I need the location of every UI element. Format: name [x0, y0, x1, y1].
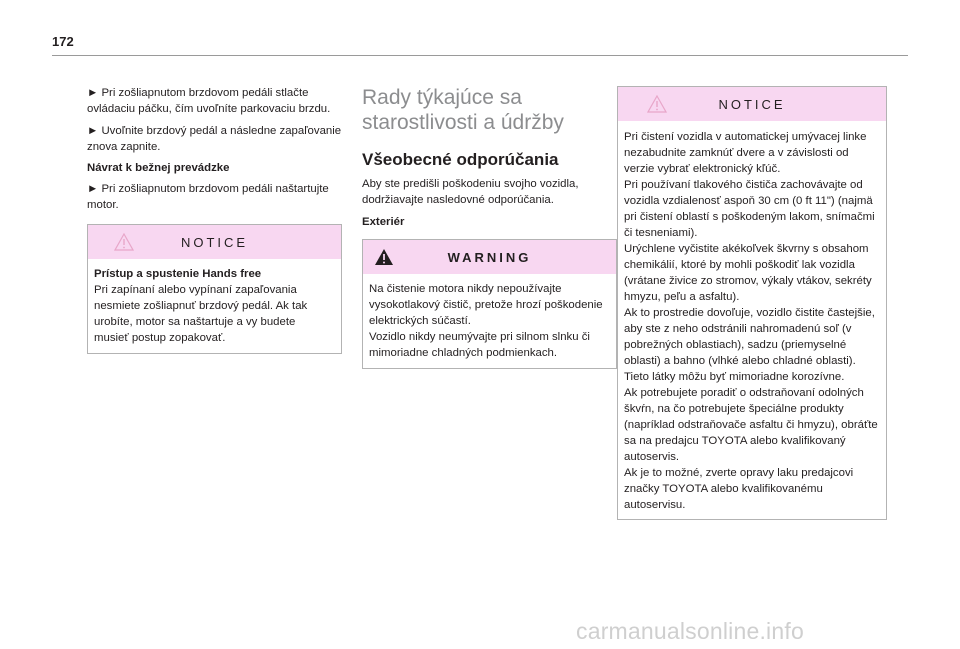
- heading-general-recommendations: Všeobecné odporúčania: [362, 150, 559, 169]
- warning-icon: [374, 248, 394, 266]
- column-3: [617, 86, 887, 520]
- notice-title: Prístup a spustenie Hands free: [94, 268, 262, 280]
- notice-text-stains: Urýchlene vyčistite akékoľvek škvrny s obsahom chemikálií, ktoré by mohli poškodiť lak vozidla (vrátane živice zo stromov, výkaly vtákov, sekréty hmyzu, peľu a asfaltu).: [624, 243, 872, 303]
- warning-text-engine: Na čistenie motora nikdy nepoužívajte vysokotlakový čistič, pretože hrozí poškodenie elektrických súčastí.: [369, 283, 603, 327]
- notice-caution-icon: [114, 233, 134, 251]
- notice-text-paint-repair: Ak je to možné, zverte opravy laku predajcovi značky TOYOTA alebo kvalifikovanému autoservisu.: [624, 467, 854, 511]
- column-2: [362, 85, 617, 369]
- notice-label: NOTICE: [180, 234, 249, 250]
- notice-text: Pri zapínaní alebo vypínaní zapaľovania nesmiete zošliapnuť brzdový pedál. Ak tak urobíte, motor sa naštartuje a vy budete musieť postup zopakovať.: [94, 284, 308, 344]
- notice-text-car-wash: Pri čistení vozidla v automatickej umývacej linke nezabudnite zamknúť dvere a v závislosti od verzie vybrať elektronický kľúč.: [624, 131, 867, 175]
- warning-body: [363, 274, 616, 368]
- instruction-release-pedal: ► Uvoľnite brzdový pedál a následne zapaľovanie znova zapnite.: [87, 125, 342, 153]
- notice-text-stubborn-stains: Ak potrebujete poradiť o odstraňovaní odolných škvŕn, na čo potrebujete špeciálne produkty (napríklad odstraňovače asfaltu či hmyzu), obráťte sa na predajcu TOYOTA alebo kvalifikovaný autoservis.: [624, 387, 878, 463]
- warning-text-sun: Vozidlo nikdy neumývajte pri silnom slnku či mimoriadne chladných podmienkach.: [369, 331, 590, 359]
- notice-box-hands-free: [87, 224, 342, 354]
- notice-label: NOTICE: [718, 96, 786, 112]
- watermark: carmanualsonline.info: [576, 618, 804, 644]
- heading-return-normal: Návrat k bežnej prevádzke: [87, 162, 230, 174]
- subheading-exterior: Exteriér: [362, 216, 405, 228]
- instruction-release-brake: ► Pri zošliapnutom brzdovom pedáli stlačte ovládaciu páčku, čím uvoľníte parkovaciu brzdu.: [87, 87, 331, 115]
- notice-header: [88, 225, 341, 259]
- notice-body: [618, 121, 886, 519]
- notice-caution-icon: [647, 95, 667, 113]
- notice-text-salt: Ak to prostredie dovoľuje, vozidlo čistite častejšie, aby ste z neho odstránili nahromadenú soľ (v pobrežných oblastiach), sadzu (priemyselné oblasti) a bahno (vlhké alebo chladné oblasti). Tieto látky môžu byť mimoriadne korozívne.: [624, 307, 875, 383]
- warning-label: WARNING: [447, 249, 532, 265]
- warning-header: [363, 240, 616, 274]
- intro-text: Aby ste predišli poškodeniu svojho vozidla, dodržiavajte nasledovné odporúčania.: [362, 178, 579, 206]
- column-1: [87, 85, 342, 354]
- header-divider: [52, 55, 908, 56]
- notice-header: [618, 87, 886, 121]
- warning-box: [362, 239, 617, 369]
- notice-box-cleaning: [617, 86, 887, 520]
- notice-body: [88, 259, 341, 353]
- section-title: Rady týkajúce sa starostlivosti a údržby: [362, 86, 564, 134]
- page-number: 172: [52, 34, 74, 49]
- instruction-start-engine: ► Pri zošliapnutom brzdovom pedáli naštartujte motor.: [87, 183, 329, 211]
- notice-text-pressure-washer: Pri používaní tlakového čističa zachovávajte od vozidla vzdialenosť aspoň 30 cm (0 ft 11") (najmä pri čistení oblastí s poškodeným lakom, snímačmi či tesneniami).: [624, 179, 875, 239]
